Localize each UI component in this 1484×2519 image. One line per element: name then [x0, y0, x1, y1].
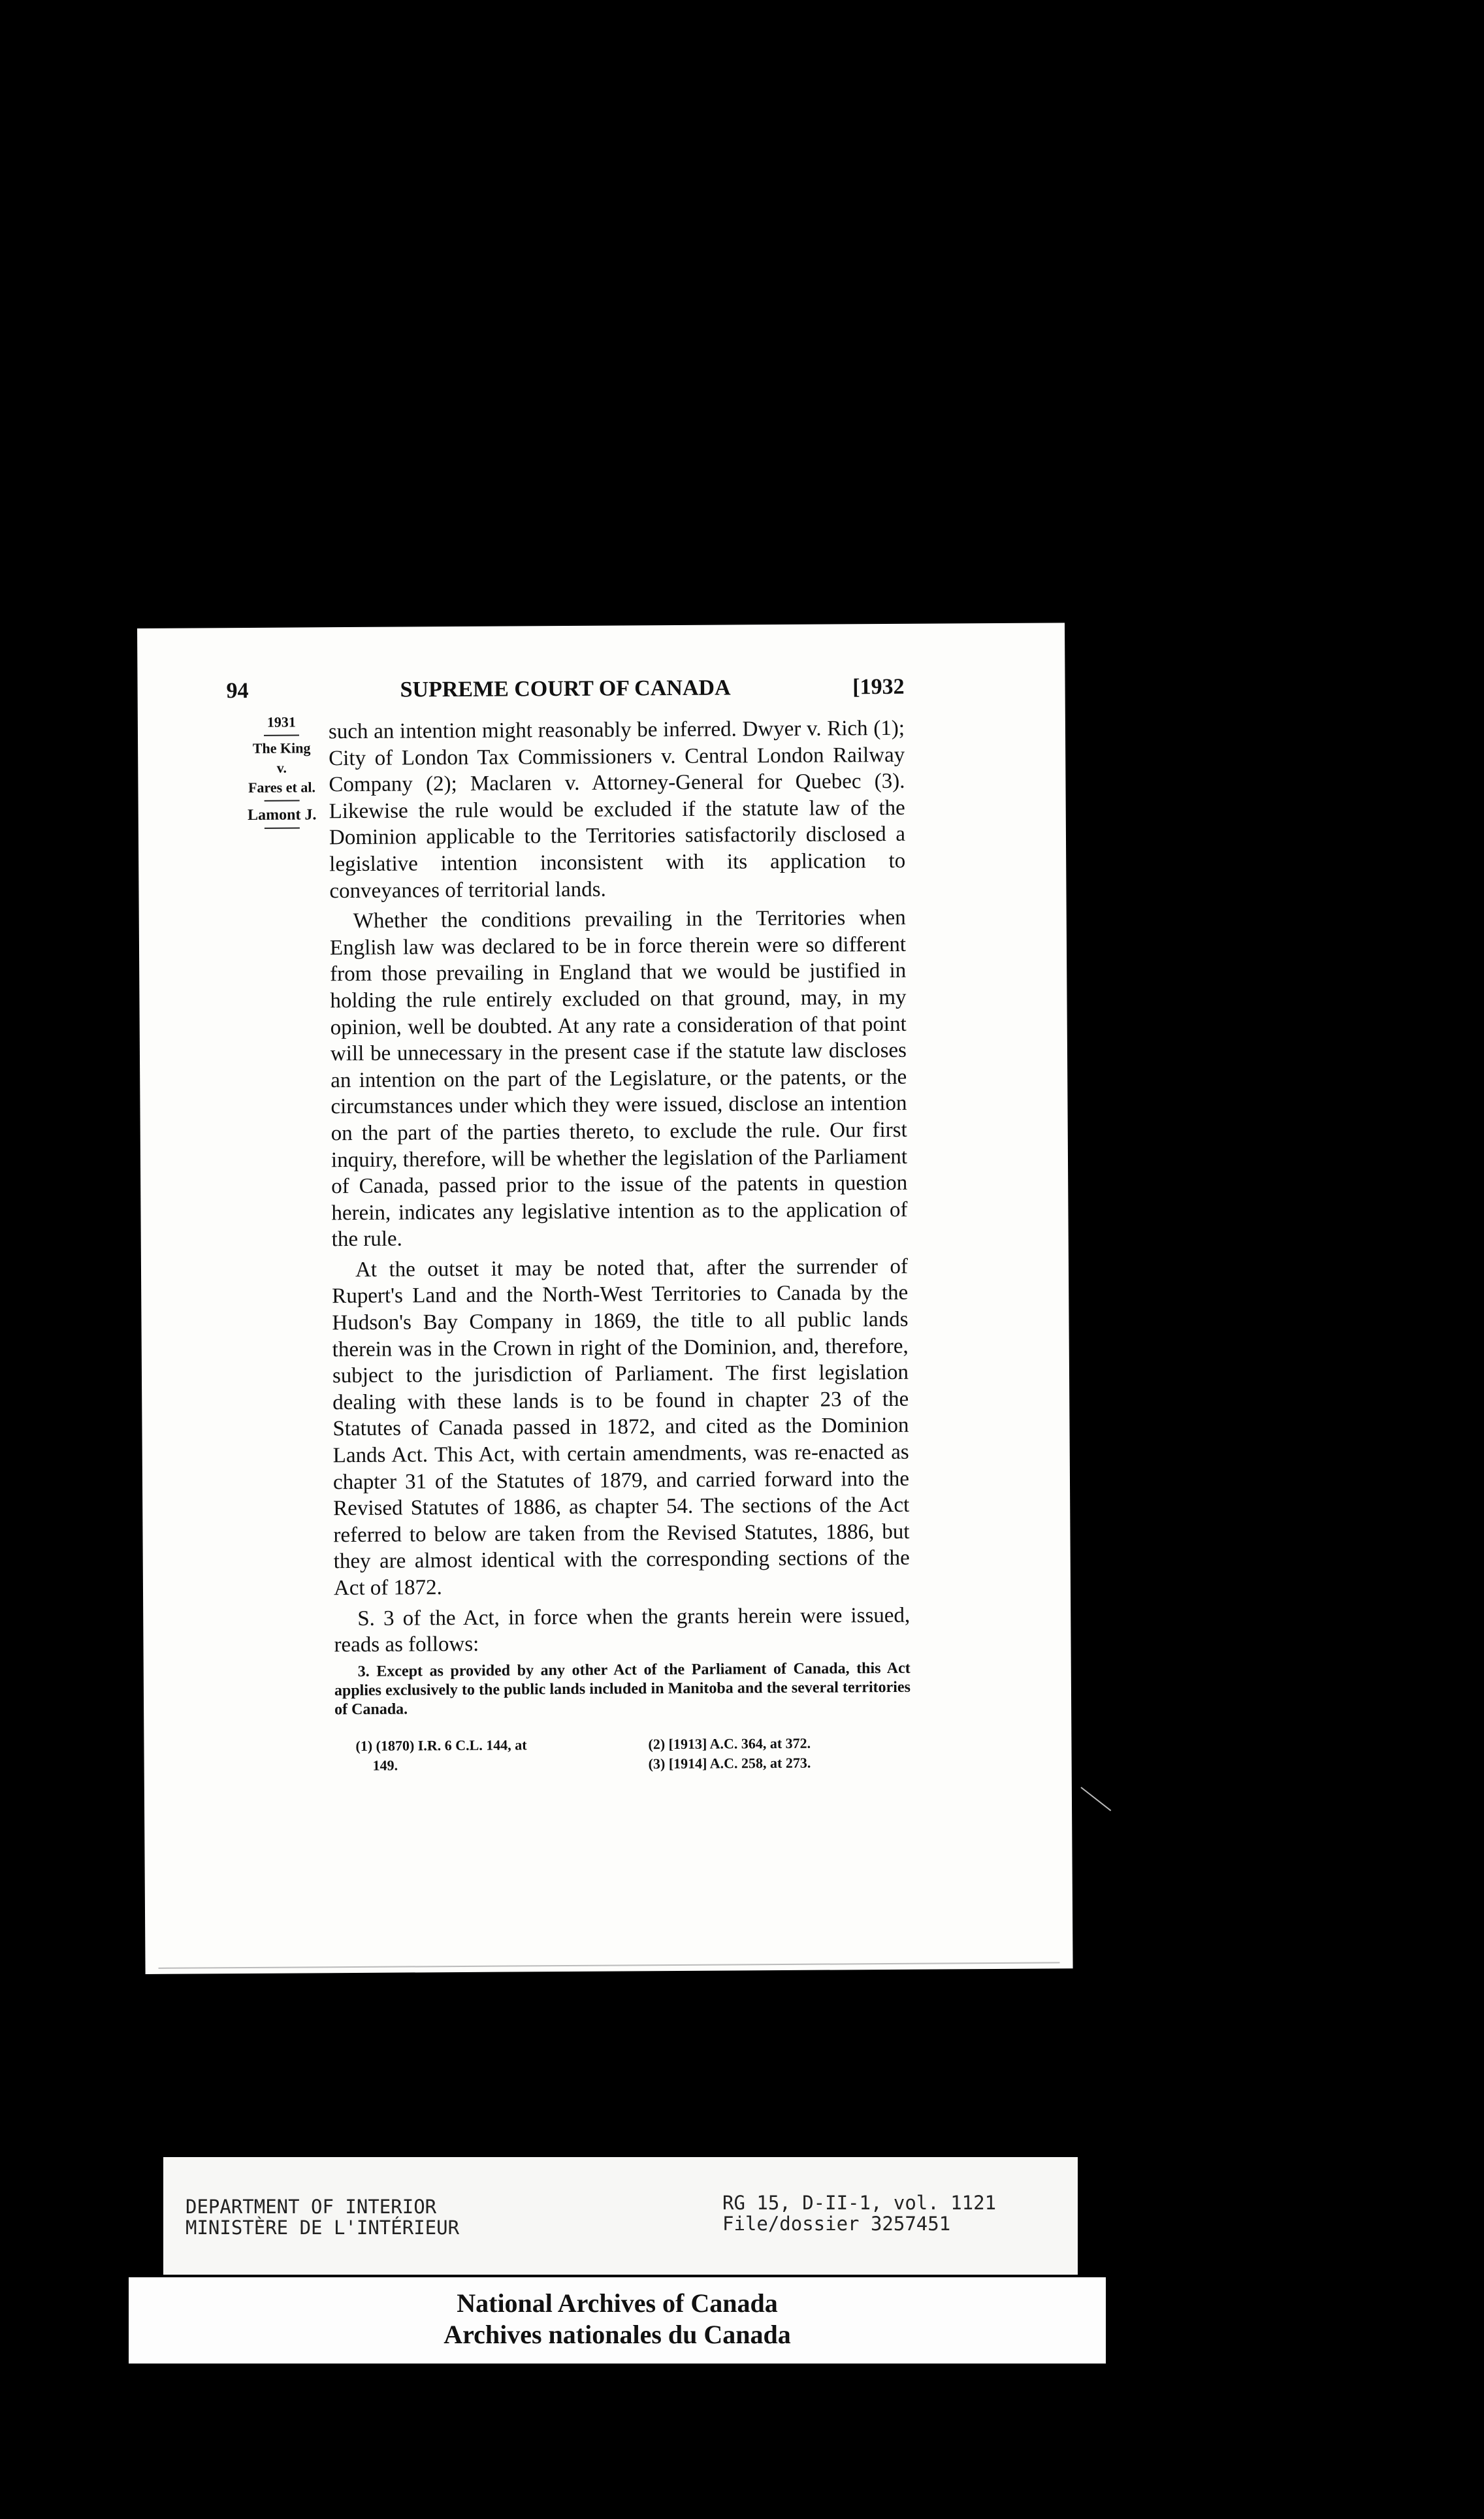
margin-year: 1931 — [266, 713, 296, 730]
footnote-3: (3) [1914] A.C. 258, at 273. — [648, 1754, 811, 1772]
body-text — [329, 715, 911, 1789]
page-edge — [159, 1962, 1060, 1968]
footnote-1-continued: 149. — [372, 1757, 398, 1774]
archive-reference-label — [163, 2157, 1078, 2275]
archives-english: National Archives of Canada — [457, 2288, 778, 2318]
margin-rule — [264, 734, 299, 736]
page-number: 94 — [226, 678, 249, 704]
paragraph: S. 3 of the Act, in force when the grants herein were issued, reads as follows: — [334, 1603, 911, 1657]
footnotes — [334, 1733, 911, 1789]
record-group: RG 15, D-II-1, vol. 1121 — [722, 2192, 997, 2214]
footnote-1: (1) (1870) I.R. 6 C.L. 144, at — [355, 1736, 527, 1754]
archives-credit — [129, 2277, 1106, 2364]
margin-versus: v. — [276, 759, 287, 776]
file-reference — [722, 2192, 996, 2234]
margin-rule — [265, 800, 300, 801]
page-header — [226, 675, 904, 711]
margin-rule — [265, 827, 300, 828]
scan-artifact — [1080, 1787, 1111, 1811]
paragraph: Whether the conditions prevailing in the Territories when English law was declared to be in force therein were so different from those prevailing in England that we would be justified in holding the rule entirely excluded on that ground, may, in my opinion, well be doubted. At any rate a consideration of that point will be unnecessary in the present case if the statute law discloses an intention on the part of the Legislature, or the patents, or the circumstances under which they were issued, disclose an intention on the part of the parties thereto, to exclude the rule. Our first inquiry, therefore, will be whether the legislation of the Parliament of Canada, passed prior to the issue of the patents in question herein, indicates any legislative intention as to the application of the rule. — [329, 905, 908, 1252]
margin-party1: The King — [252, 739, 311, 756]
volume-year: [1932 — [852, 674, 905, 700]
footnote-2: (2) [1913] A.C. 364, at 372. — [648, 1734, 811, 1753]
margin-party2: Fares et al. — [248, 779, 315, 796]
margin-judge: Lamont J. — [247, 806, 317, 824]
paragraph: At the outset it may be noted that, after the surrender of Rupert's Land and the North-West Territories to Canada by the Hudson's Bay Company in 1869, the title to all public lands therein was in the Crown in right of the Dominion, and, therefore, subject to the jurisdiction of Parliament. The first legislation dealing with these lands is to be found in chapter 23 of the Statutes of Canada passed in 1872, and cited as the Dominion Lands Act. This Act, with certain amendments, was re-enacted as chapter 31 of the Statutes of 1879, and carried forward into the Revised Statutes of 1886, as chapter 54. The sections of the Act referred to below are taken from the Revised Statutes, 1886, but they are almost identical with the corresponding sections of the Act of 1872. — [332, 1254, 910, 1601]
statute-quote: 3. Except as provided by any other Act of the Parliament of Canada, this Act applies exclusively to the public lands included in Manitoba and the several territories of Canada. — [334, 1659, 911, 1718]
archives-french: Archives nationales du Canada — [444, 2320, 791, 2349]
margin-note — [229, 712, 334, 832]
paragraph: such an intention might reasonably be inferred. Dwyer v. Rich (1); City of London Tax Commissioners v. Central London Railway Company (2); Maclaren v. Attorney-General for Quebec (3). Likewise the rule would be excluded if the statute law of the Dominion applicable to the Territories satisfactorily disclosed a legislative intention inconsistent with its application to conveyances of territorial lands. — [328, 716, 906, 903]
department-french: MINISTÈRE DE L'INTÉRIEUR — [186, 2217, 460, 2239]
running-title: SUPREME COURT OF CANADA — [400, 675, 731, 702]
department-english: DEPARTMENT OF INTERIOR — [186, 2196, 437, 2218]
document-page — [137, 623, 1073, 1974]
department-label — [186, 2196, 459, 2238]
file-number: File/dossier 3257451 — [722, 2213, 951, 2235]
